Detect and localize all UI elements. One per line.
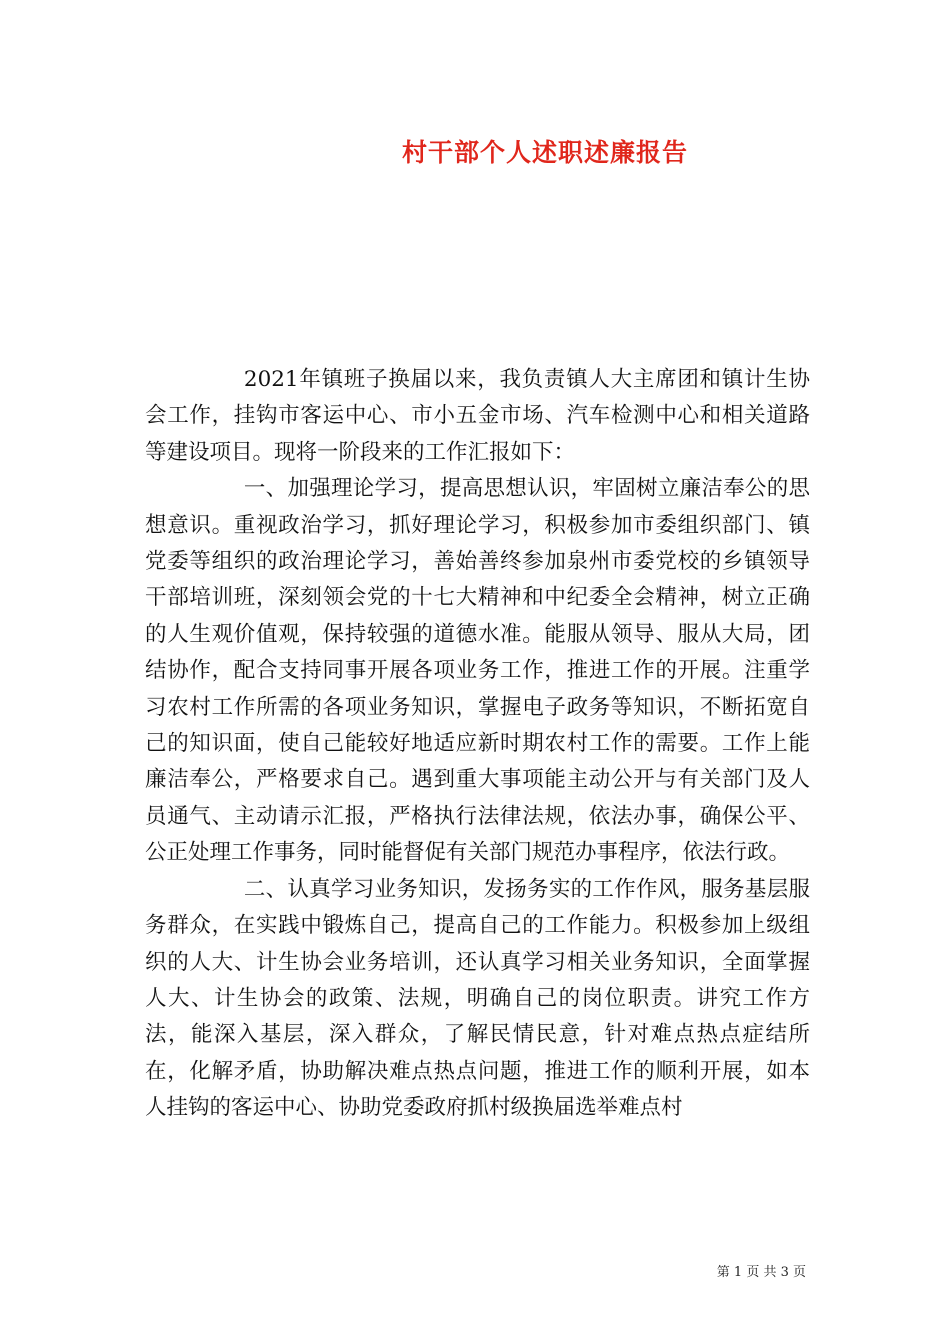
paragraph-section-1: 一、加强理论学习，提高思想认识，牢固树立廉洁奉公的思想意识。重视政治学习，抓好理论学习，积极参加市委组织部门、镇党委等组织的政治理论学习，善始善终参加泉州市委党校的乡镇领导干部培训班，深刻领会党的十七大精神和中纪委全会精神，树立正确的人生观价值观，保持较强的道德水准。能服从领导、服从大局，团结协作，配合支持同事开展各项业务工作，推进工作的开展。注重学习农村工作所需的各项业务知识，掌握电子政务等知识，不断拓宽自己的知识面，使自己能较好地适应新时期农村工作的需要。工作上能廉洁奉公，严格要求自己。遇到重大事项能主动公开与有关部门及人员通气、主动请示汇报，严格执行法律法规，依法办事，确保公平、公正处理工作事务，同时能督促有关部门规范办事程序，依法行政。 <box>145 476 810 866</box>
paragraph-section-2: 二、认真学习业务知识，发扬务实的工作作风，服务基层服务群众，在实践中锻炼自己，提高自己的工作能力。积极参加上级组织的人大、计生协会业务培训，还认真学习相关业务知识，全面掌握人大、计生协会的政策、法规，明确自己的岗位职责。讲究工作方法，能深入基层，深入群众，了解民情民意，针对难点热点症结所在，化解矛盾，协助解决难点热点问题，推进工作的顺利开展，如本人挂钩的客运中心、协助党委政府抓村级换届选举难点村 <box>145 876 810 1121</box>
document-body <box>145 362 810 1127</box>
paragraph-intro: 2021年镇班子换届以来，我负责镇人大主席团和镇计生协会工作，挂钩市客运中心、市小五金市场、汽车检测中心和相关道路等建设项目。现将一阶段来的工作汇报如下： <box>145 367 810 465</box>
document-title: 村干部个人述职述廉报告 <box>401 138 688 167</box>
page-footer: 第 1 页 共 3 页 <box>716 1265 806 1280</box>
